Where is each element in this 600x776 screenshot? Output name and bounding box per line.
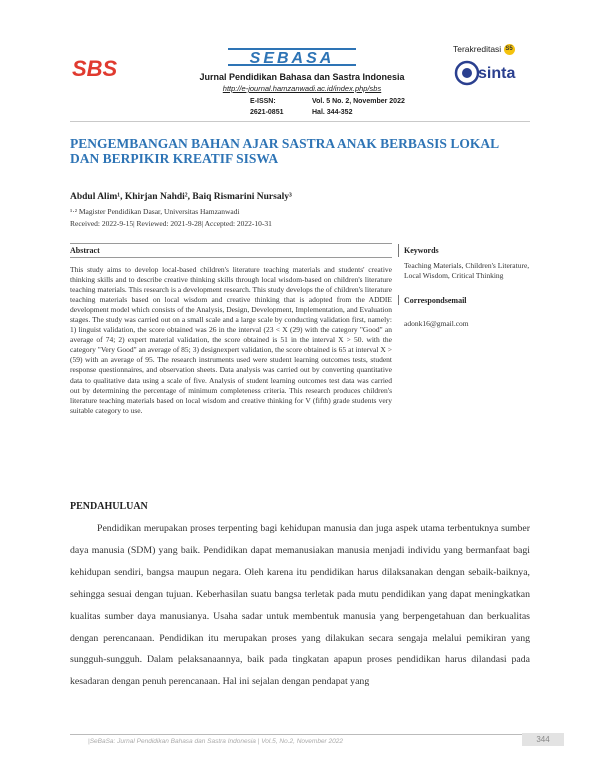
email-label: Correspondsemail	[404, 296, 467, 305]
footer-citation: |SeBaSa: Jurnal Pendidikan Bahasa dan Sastra Indonesia | Vol.5, No.2, November 2022	[88, 738, 343, 745]
abstract-label: Abstract	[70, 246, 100, 255]
header-divider	[70, 121, 530, 122]
eissn-label: E-ISSN:	[250, 98, 276, 105]
footer-divider	[70, 734, 530, 735]
journal-url-link[interactable]: http://e-journal.hamzanwadi.ac.id/index.php/sbs	[222, 84, 382, 93]
section-heading-pendahuluan: PENDAHULUAN	[70, 501, 148, 512]
keywords-text: Teaching Materials, Children's Literature, Local Wisdom, Critical Thinking	[404, 261, 530, 280]
intro-paragraph: Pendidikan merupakan proses terpenting bagi kehidupan manusia dan juga aspek utama terbentuknya sumber daya manusia (SDM) yang baik. Pendidikan dapat memanusiakan manusia menjadi individu yang bermanfaat bagi kehidupan sendiri, bangsa maupun negara. Oleh karena itu pendidikan harus dilaksanakan dengan sebaik-baiknya, sehingga sesuai dengan tujuan. Keberhasilan suatu bangsa terletak pada mutu pendidikan yang dapat meningkatkan kualitas sumber daya manusianya. Usaha sadar untuk membentuk manusia yang berpengetahuan dan berkualitas dengan perencanaan. Pendidikan itu merupakan proses yang dilakukan secara sengaja melalui pemikiran yang sungguh-sungguh. Dalam pelaksanaannya, baik pada tingkatan apapun proses pendidikan harus dilandasi pada kesadaran dengan penuh perencanaan. Hal ini sejalan dengan pendapat yang	[70, 523, 530, 688]
sinta-logo	[454, 56, 516, 90]
sebasa-logo	[228, 46, 356, 68]
abstract-top-rule	[70, 243, 392, 244]
sbs-logo	[70, 56, 140, 82]
abstract-text: This study aims to develop local-based children's literature teaching materials and students' creative thinking skills and to describe creative thinking skills through local wisdom-based on children's literature teaching materials. This research is a development research. This study develops the of children's literature teaching materials based on local wisdom and creative thinking that is adopted from the ADDIE development model which consists of the Analysis, Design, Development, Implementation, and Evaluation stages. The study was carried out on a small scale and a large scale by conducting validation first, namely: 1) linguist validation, the score obtained was 26 in the interval (23 < X (29) with the category "Good" an average of 74; 2) expert material validation, the score obtained is 51 in the interval X > 50. with the category "Very Good" an average of 85; 3) designexpert validation, the score obtained is 65 at interval X > (59) with an average of 95. The research instruments used were student learning outcomes tests, student response questionnaires, and observation sheets. Data analysis was carried out by converting quantitative data to qualitative data using a scale of five. Analysis of student learning outcomes test data was carried out by determining the percentage of minimum completeness criteria. This research produces children's literature teaching materials based on local wisdom and creative thinking for V (fifth) grade students very suitable category to use.	[70, 265, 392, 415]
eissn-value: 2621-0851	[250, 109, 284, 116]
svg-text:sinta: sinta	[478, 65, 516, 82]
volume-info: Vol. 5 No. 2, November 2022	[312, 98, 405, 105]
email-marker	[398, 295, 399, 305]
page-range: Hal. 344-352	[312, 109, 353, 116]
article-title: PENGEMBANGAN BAHAN AJAR SASTRA ANAK BERBASIS LOKAL DAN BERPIKIR KREATIF SISWA	[70, 136, 499, 166]
submission-dates: Received: 2022-9-15| Reviewed: 2021-9-28| Accepted: 2022-10-31	[70, 219, 272, 228]
page-number: 344	[522, 733, 564, 746]
s5-badge: S5	[504, 44, 515, 55]
journal-title: Jurnal Pendidikan Bahasa dan Sastra Indonesia	[199, 72, 405, 82]
author-affiliation: ¹·² Magister Pendidikan Dasar, Universitas Hamzanwadi	[70, 207, 240, 216]
article-authors: Abdul Alim¹, Khirjan Nahdi², Baiq Rismarini Nursaly³	[70, 192, 292, 202]
abstract-bottom-rule	[70, 257, 392, 258]
svg-text:SBS: SBS	[72, 56, 118, 81]
svg-text:SEBASA: SEBASA	[249, 50, 335, 67]
correspondence-email[interactable]: adonk16@gmail.com	[404, 319, 469, 328]
accreditation-label: Terakreditasi S5	[453, 44, 513, 54]
keywords-label: Keywords	[404, 246, 439, 255]
keywords-marker	[398, 244, 399, 257]
